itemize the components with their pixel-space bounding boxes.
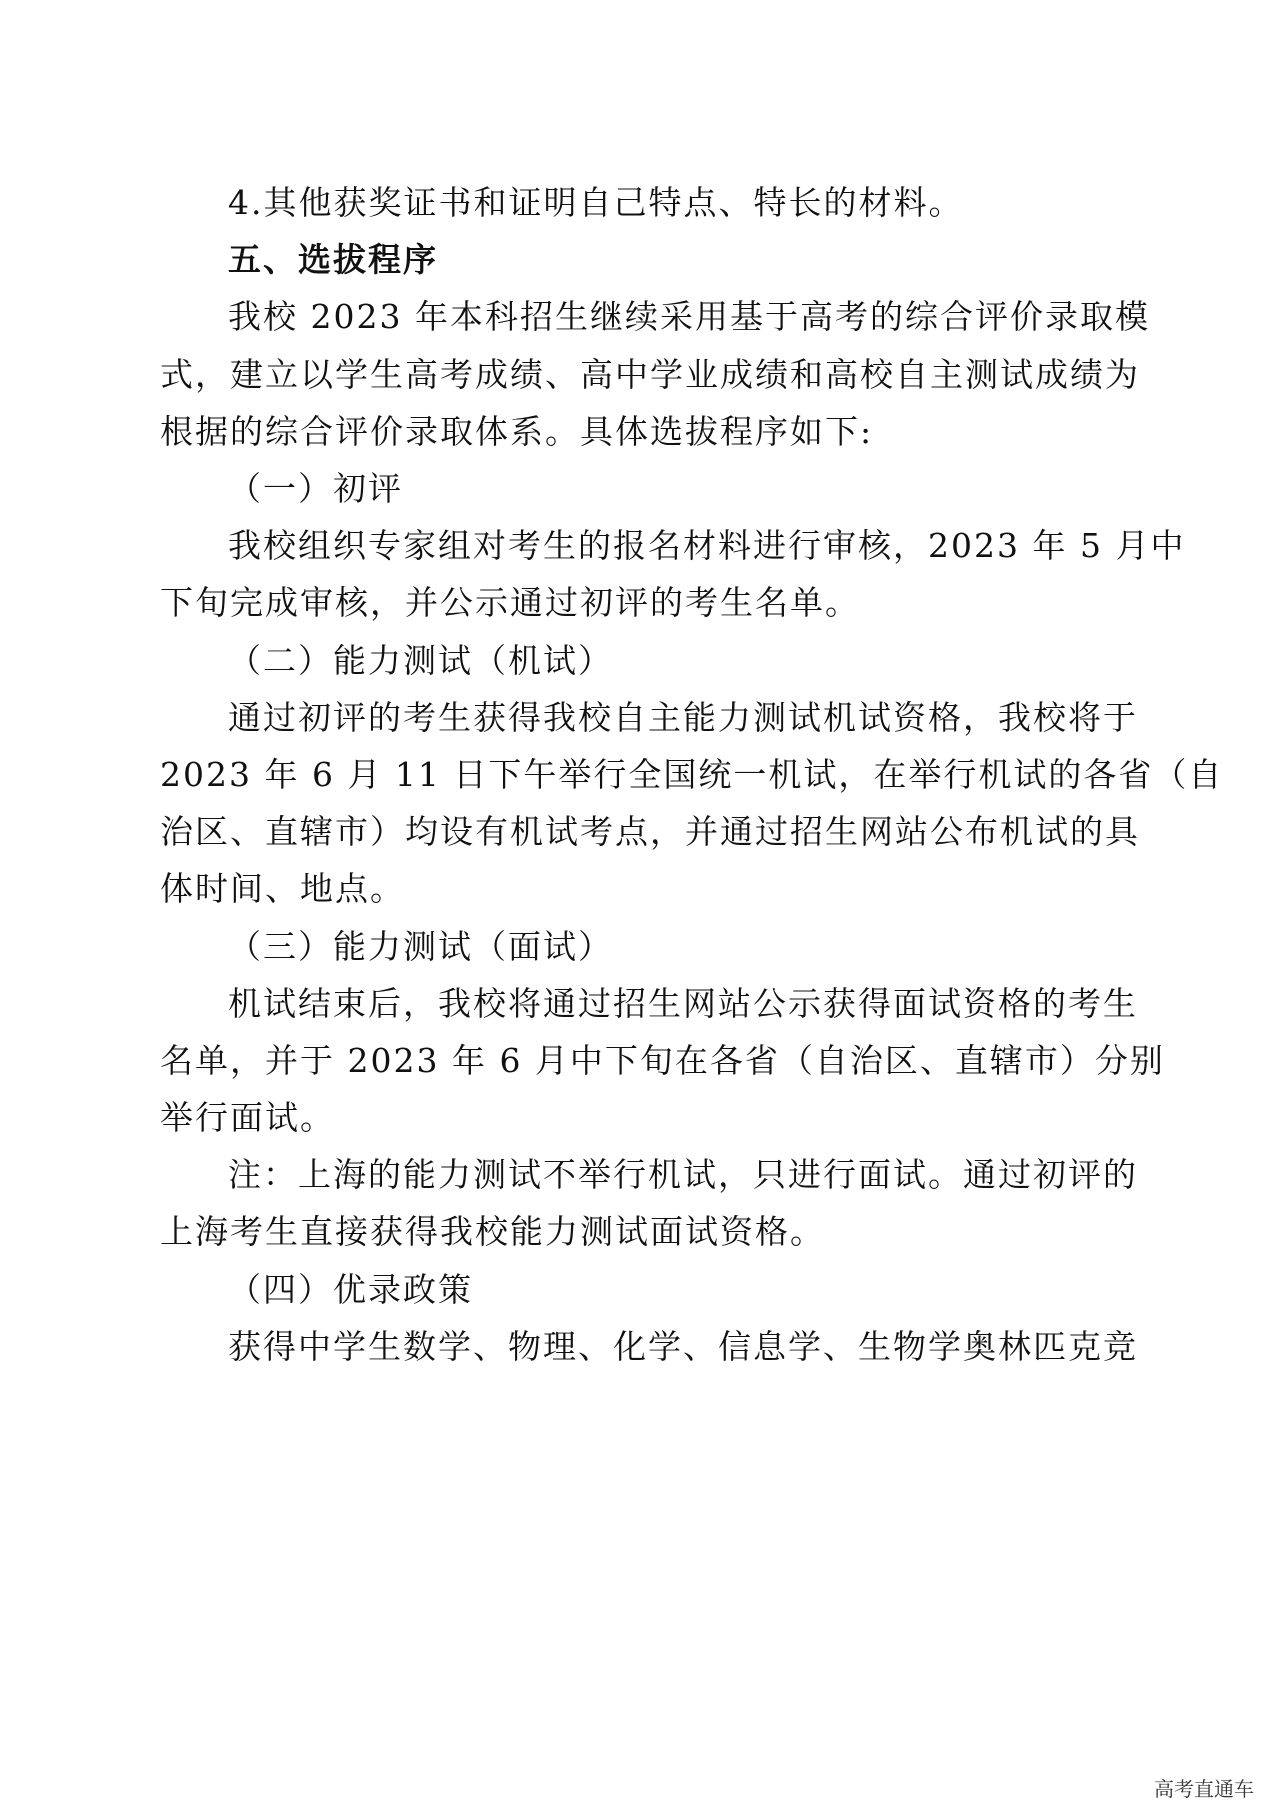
subsection-heading-3: （三）能力测试（面试） [228,927,613,966]
paragraph-line: 式，建立以学生高考成绩、高中学业成绩和高校自主测试成绩为 [160,355,1140,394]
subsection-heading-2: （二）能力测试（机试） [228,641,613,680]
note-line: 注：上海的能力测试不举行机试，只进行面试。通过初评的 [228,1155,1138,1194]
list-item-4: 4.其他获奖证书和证明自己特点、特长的材料。 [228,183,964,222]
paragraph-line: 获得中学生数学、物理、化学、信息学、生物学奥林匹克竞 [228,1327,1138,1366]
section-heading-5: 五、选拔程序 [228,240,438,279]
note-line: 上海考生直接获得我校能力测试面试资格。 [160,1212,825,1251]
paragraph-line: 机试结束后，我校将通过招生网站公示获得面试资格的考生 [228,984,1138,1023]
paragraph-line: 2023 年 6 月 11 日下午举行全国统一机试，在举行机试的各省（自 [160,755,1224,794]
paragraph-line: 名单，并于 2023 年 6 月中下旬在各省（自治区、直辖市）分别 [160,1041,1165,1080]
subsection-heading-1: （一）初评 [228,469,403,508]
paragraph-line: 治区、直辖市）均设有机试考点，并通过招生网站公布机试的具 [160,812,1140,851]
paragraph-line: 举行面试。 [160,1098,335,1137]
paragraph-line: 通过初评的考生获得我校自主能力测试机试资格，我校将于 [228,698,1138,737]
paragraph-line: 我校组织专家组对考生的报名材料进行审核，2023 年 5 月中 [228,526,1186,565]
watermark-text: 高考直通车 [1154,1777,1254,1801]
paragraph-line: 体时间、地点。 [160,869,405,908]
paragraph-line: 下旬完成审核，并公示通过初评的考生名单。 [160,583,860,622]
subsection-heading-4: （四）优录政策 [228,1270,473,1309]
paragraph-line: 我校 2023 年本科招生继续采用基于高考的综合评价录取模 [228,297,1150,336]
paragraph-line: 根据的综合评价录取体系。具体选拔程序如下: [160,412,874,451]
